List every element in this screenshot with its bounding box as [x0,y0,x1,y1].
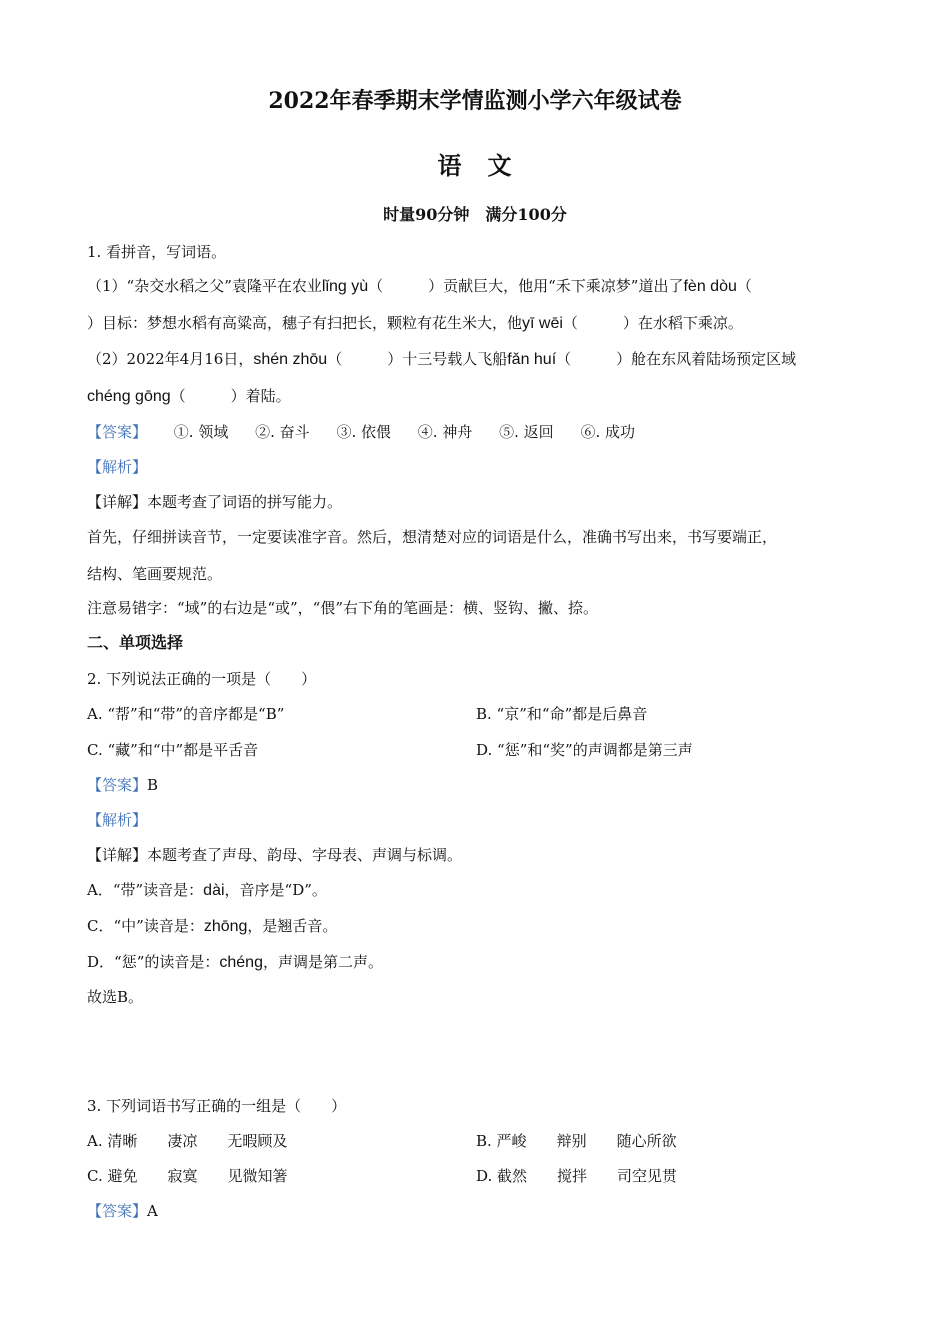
answer-item: ①. 领域 [173,423,229,441]
answer-value: A [147,1202,158,1220]
answer-value: B [147,776,159,794]
answer-label: 【答案】 [87,423,148,441]
pinyin: shén zhōu [253,351,328,368]
analysis-label: 【解析】 [87,811,148,829]
q2-option-d: D. “惩”和“奖”的声调都是第三声 [476,741,693,759]
answer-item: ⑤. 返回 [499,423,554,441]
pinyin: chéng gōng [87,388,171,405]
q1-line2: ）目标：梦想水稻有高粱高，穗子有扫把长，颗粒有花生米大，他yī wēi（ ）在水稻下乘凉。 [87,314,743,332]
q2-stem: 2. 下列说法正确的一项是（ ） [87,670,317,688]
time-info: 时量90分钟 满分100分 [383,205,567,224]
pinyin: lǐng yù [321,278,369,295]
answer-item: ②. 奋斗 [255,423,310,441]
exam-title: 2022年春季期末学情监测小学六年级试卷 [268,88,682,114]
q2-explain-a: A．“带”读音是：dài，音序是“D”。 [87,881,327,899]
q2-explain-d: D．“惩”的读音是：chéng，声调是第二声。 [87,953,383,971]
q3-stem: 3. 下列词语书写正确的一组是（ ） [87,1097,347,1115]
q1-line1: （1）“杂交水稻之父”袁隆平在农业lǐng yù（ ）贡献巨大，他用“禾下乘凉梦”道出了fèn dòu（ [87,277,752,295]
q3-option-d: D. 截然 搅拌 司空见贯 [476,1167,678,1185]
analysis-label: 【解析】 [87,458,148,476]
pinyin: zhōng [203,918,248,935]
answer-item: ④. 神舟 [417,423,473,441]
q1-line3: （2）2022年4月16日，shén zhōu（ ）十三号载人飞船fǎn huí（ ）舱在东风着陆场预定区域 [87,350,797,368]
q3-option-c: C. 避免 寂寞 见微知箸 [87,1167,288,1185]
answer-label: 【答案】 [87,1202,148,1220]
q1-answer-row [87,422,657,442]
q1-explanation-1: 首先，仔细拼读音节，一定要读准字音。然后，想清楚对应的词语是什么，准确书写出来，书写要端正， [87,528,778,546]
q2-conclusion: 故选B。 [87,988,144,1006]
pinyin: dài [203,882,225,899]
section-title: 二、单项选择 [87,633,184,652]
q1-stem: 1. 看拼音，写词语。 [87,243,227,261]
answer-item: ③. 依偎 [336,423,391,441]
q2-detail: 【详解】本题考查了声母、韵母、字母表、声调与标调。 [87,846,463,864]
pinyin: yī wēi [522,315,563,332]
subject-title: 语 文 [437,151,513,180]
q2-option-b: B. “京”和“命”都是后鼻音 [476,705,648,723]
pinyin: fǎn huí [507,351,557,368]
q1-note: 注意易错字：“域”的右边是“或”，“偎”右下角的笔画是：横、竖钩、撇、捺。 [87,599,599,617]
q2-answer-row [87,775,158,795]
q3-option-b: B. 严峻 辩别 随心所欲 [476,1132,677,1150]
answer-label: 【答案】 [87,776,148,794]
q1-detail: 【详解】本题考查了词语的拼写能力。 [87,493,343,511]
q2-option-a: A. “帮”和“带”的音序都是“B” [87,705,285,723]
q3-option-a: A. 清晰 凄凉 无暇顾及 [87,1132,288,1150]
answer-item: ⑥. 成功 [580,423,635,441]
q2-option-c: C. “藏”和“中”都是平舌音 [87,741,259,759]
q1-line4: chéng gōng（ ）着陆。 [87,387,291,405]
pinyin: chéng [219,954,263,971]
q2-explain-c: C．“中”读音是：zhōng，是翘舌音。 [87,917,338,935]
pinyin: fèn dòu [683,278,737,295]
q3-answer-row [87,1201,158,1221]
q1-explanation-2: 结构、笔画要规范。 [87,565,223,583]
